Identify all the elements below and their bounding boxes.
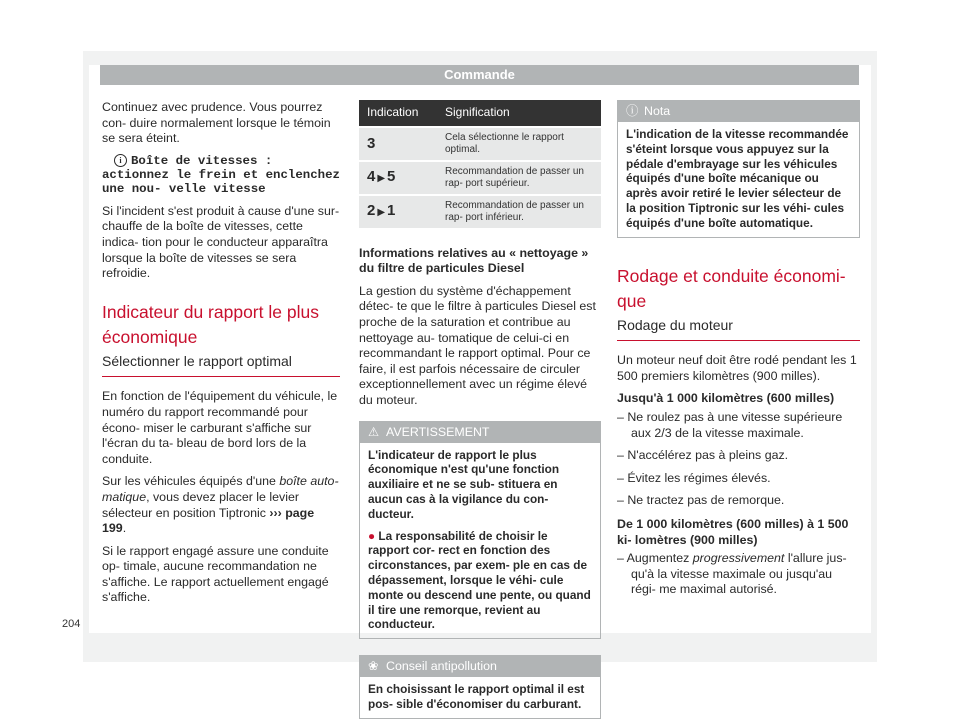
section-title: Indicateur du rapport le plus économique xyxy=(102,301,319,347)
list-item-text: Augmentez xyxy=(626,551,693,566)
list-item-text: N'accélérez pas à pleins gaz. xyxy=(627,448,789,463)
warning-text: L'indicateur de rapport le plus économique n'est qu'une fonction auxiliaire et ne se sub- stituera en aucun cas à la vigilance du con- ducteur. xyxy=(368,447,560,521)
note-box-title: Nota xyxy=(644,104,671,118)
warning-box xyxy=(359,421,601,640)
list-item: – Évitez les régimes élevés. xyxy=(617,470,771,485)
warning-message xyxy=(102,154,340,196)
table-header-row xyxy=(359,100,601,127)
gear-number: 2 xyxy=(367,201,376,219)
list-item: – Augmentez progressivement l'allure jus- qu'à la vitesse maximale ou jusqu'au régi- me maximal autorisé. xyxy=(617,551,847,597)
column-2 xyxy=(359,100,601,719)
table-row xyxy=(359,161,601,195)
eco-tip-box xyxy=(359,655,601,719)
warning-bullet-text: La responsabilité de choisir le rapport cor- rect en fonction des circonstances, par exem- ple en cas de dépassement, lorsque le véhi- cule monte ou descend une pente, ou quand il tire une remorque, revient au conducteur. xyxy=(368,528,591,632)
info-heading: Informations relatives au « nettoyage » du filtre de particules Diesel xyxy=(359,245,589,276)
section-title: Rodage et conduite économi- que xyxy=(617,265,846,311)
note-box xyxy=(617,100,860,238)
indication-table xyxy=(359,100,601,228)
gear-number: 3 xyxy=(367,134,376,152)
page-header: Commande xyxy=(100,65,859,85)
column-1 xyxy=(102,100,340,613)
page-number: 204 xyxy=(62,618,81,630)
gear-indication xyxy=(359,127,437,161)
list-item-text: Ne roulez pas à une vitesse supérieure aux 2/3 de la vitesse maximale. xyxy=(627,409,843,440)
column-header: Indication xyxy=(359,100,437,127)
arrow-right-icon: ▶ xyxy=(377,172,386,184)
list-item: – N'accélérez pas à pleins gaz. xyxy=(617,448,789,463)
column-header: Signification xyxy=(437,100,601,127)
warning-box-title: AVERTISSEMENT xyxy=(386,424,490,439)
list-item-text: l'allure jus- qu'à la vitesse maximale ou jusqu'au régi- me maximal autorisé. xyxy=(631,551,847,597)
note-icon: ⓘ xyxy=(626,104,639,118)
gear-indication xyxy=(359,195,437,228)
warning-box-header xyxy=(360,422,600,443)
eco-tip-title: Conseil antipollution xyxy=(386,659,497,674)
page-link[interactable]: ››› page 199 xyxy=(102,505,315,536)
italic-text: boîte auto- matique xyxy=(102,474,339,504)
column-3 xyxy=(617,100,860,606)
table-row xyxy=(359,127,601,161)
eco-tip-body: En choisissant le rapport optimal il est pos- sible d'économiser du carburant. xyxy=(368,682,585,711)
text: . xyxy=(122,521,127,536)
eco-icon: ❀ xyxy=(368,659,379,674)
list-heading: De 1 000 kilomètres (600 milles) à 1 500 ki- lomètres (900 milles) xyxy=(617,516,849,547)
paragraph: Si le rapport engagé assure une conduite op- timale, aucune recommandation ne s'affiche. Le rapport actuellement engagé s'affiche. xyxy=(102,543,329,605)
note-box-header xyxy=(618,101,859,122)
paragraph: Continuez avec prudence. Vous pourrez con- duire normalement lorsque le témoin se sera éteint. xyxy=(102,100,331,146)
gear-number: 1 xyxy=(387,201,396,219)
text: Sur les véhicules équipés d'une xyxy=(102,474,280,489)
subsection-title: Rodage du moteur xyxy=(617,318,860,342)
paragraph: Si l'incident s'est produit à cause d'une sur- chauffe de la boîte de vitesses, cette indica- tion pour le conducteur apparaîtra lorsque la boîte de vitesses se sera refroidie. xyxy=(102,203,340,281)
warning-bullet xyxy=(368,529,592,633)
list-heading: Jusqu'à 1 000 kilomètres (600 milles) xyxy=(617,391,835,406)
text: , vous devez placer le levier sélecteur en position Tiptronic xyxy=(102,489,299,520)
italic-text: progressivement xyxy=(692,551,785,566)
warning-message-text: Boîte de vitesses : actionnez le frein et enclenchez une nou- velle vitesse xyxy=(102,153,340,196)
gear-indication xyxy=(359,161,437,195)
list-item-text: Évitez les régimes élevés. xyxy=(627,470,771,485)
warning-box-body xyxy=(360,443,600,639)
list-item-text: Ne tractez pas de remorque. xyxy=(627,493,785,508)
eco-tip-header xyxy=(360,656,600,677)
gear-number: 5 xyxy=(387,167,396,185)
paragraph: La gestion du système d'échappement détec- te que le filtre à particules Diesel est proche de la saturation et contribue au nettoyage au- tomatique de celui-ci en recommandant le rapport optimal. Pour ce faire, il est parfois nécessaire de circuler exceptionnellement avec un régime élevé du moteur. xyxy=(359,283,596,407)
bullet-icon: ● xyxy=(368,528,379,543)
list-item: – Ne roulez pas à une vitesse supérieure aux 2/3 de la vitesse maximale. xyxy=(617,409,843,440)
dash-list xyxy=(617,410,860,509)
warning-icon: ⚠ xyxy=(368,424,380,439)
paragraph: Un moteur neuf doit être rodé pendant les 1 500 premiers kilomètres (900 milles). xyxy=(617,353,857,383)
info-icon: i xyxy=(114,154,127,167)
arrow-right-icon: ▶ xyxy=(377,206,386,218)
dash-list xyxy=(617,551,860,598)
subsection-title: Sélectionner le rapport optimal xyxy=(102,354,340,378)
gear-number: 4 xyxy=(367,167,376,185)
note-box-body: L'indication de la vitesse recommandée s'éteint lorsque vous appuyez sur la pédale d'embrayage sur les véhicules équipés d'une boîte mécanique ou après avoir retiré le levier sélecteur de la position Tiptronic sur les véhi- cules équipés d'une boîte automatique. xyxy=(626,127,849,230)
paragraph: En fonction de l'équipement du véhicule, le numéro du rapport recommandé pour écono- miser le carburant s'affiche sur l'écran du ta- bleau de bord lors de la conduite. xyxy=(102,389,338,466)
table-row xyxy=(359,195,601,228)
meaning-cell: Cela sélectionne le rapport optimal. xyxy=(437,127,601,161)
paragraph xyxy=(102,474,340,536)
meaning-cell: Recommandation de passer un rap- port inférieur. xyxy=(437,195,601,228)
meaning-cell: Recommandation de passer un rap- port supérieur. xyxy=(437,161,601,195)
list-item: – Ne tractez pas de remorque. xyxy=(617,493,785,508)
